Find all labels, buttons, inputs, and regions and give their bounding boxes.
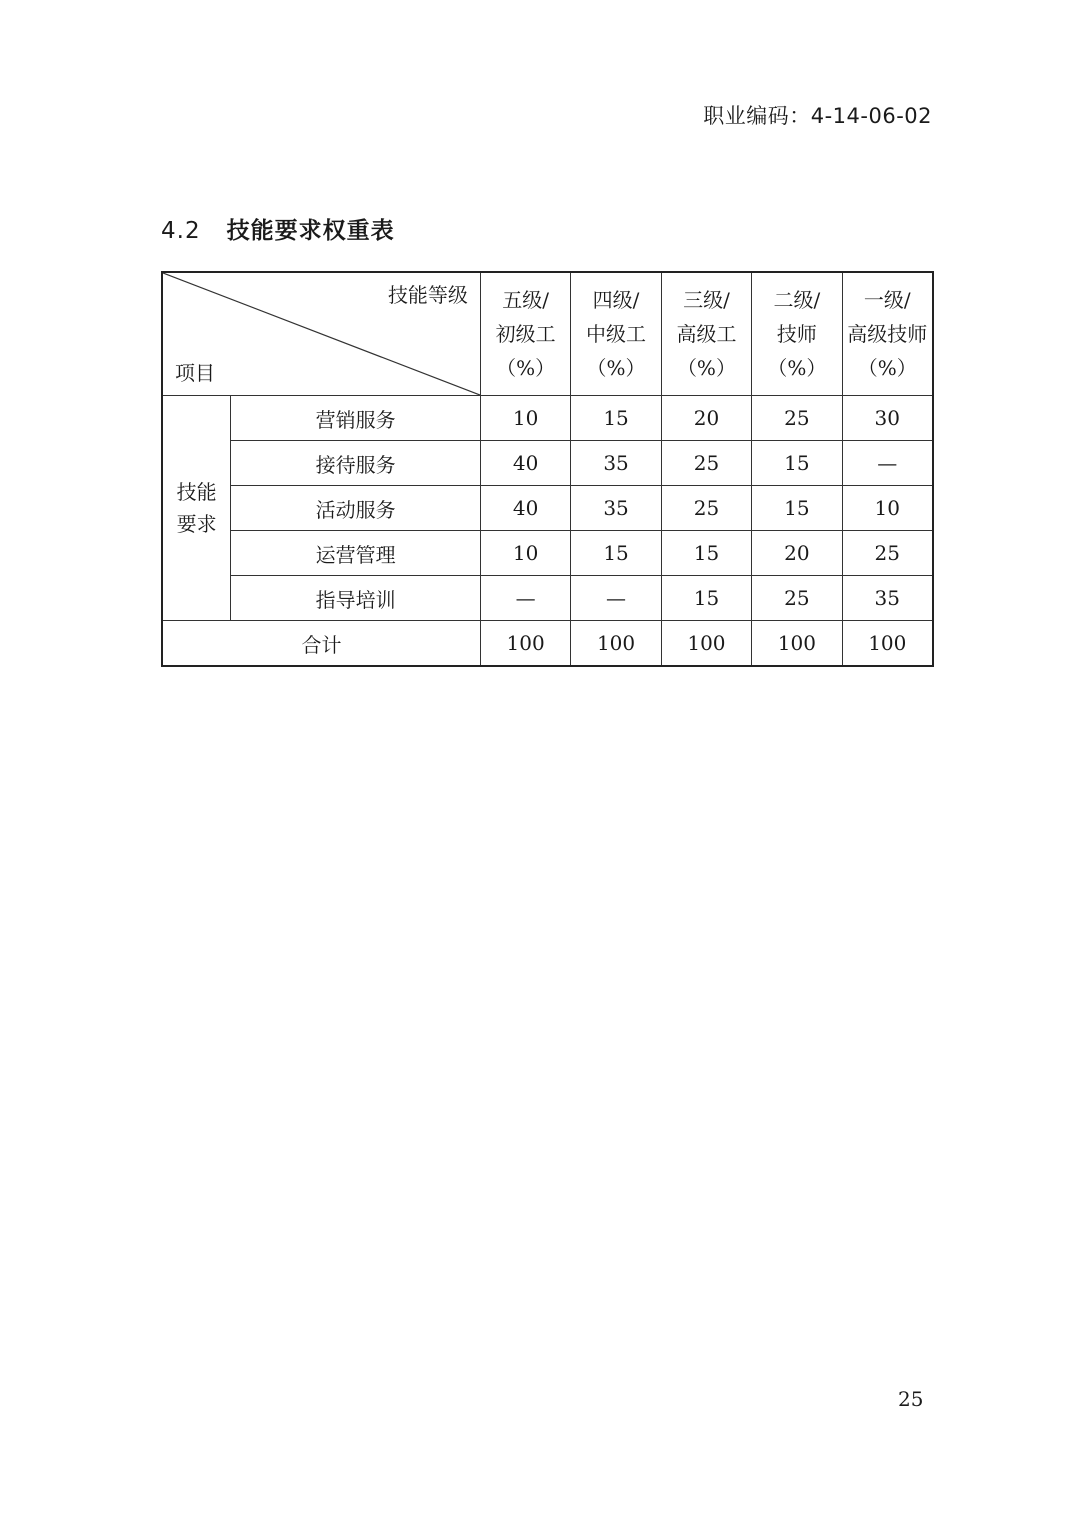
level-line: （%） [767,356,827,380]
value-cell: 15 [661,576,751,621]
value-cell: 15 [661,531,751,576]
value-cell: 10 [480,396,570,441]
total-row [162,621,933,667]
value-cell: 40 [480,441,570,486]
level-line: （%） [496,356,556,380]
level-header [661,272,751,396]
level-line: 三级/ [683,288,730,312]
level-line: 中级工 [586,322,647,346]
table-row [162,441,933,486]
value-cell: 10 [480,531,570,576]
group-label-line: 要求 [176,512,217,536]
level-line: 一级/ [863,288,911,312]
value-cell: 35 [571,486,661,531]
table-row [162,576,933,621]
value-cell: 15 [752,486,842,531]
total-label: 合计 [162,621,480,667]
level-line: 二级/ [773,288,821,312]
value-cell: 20 [752,531,842,576]
level-line: 高级技师 [847,322,928,346]
level-line: （%） [857,356,917,380]
value-cell: 25 [752,576,842,621]
skill-weight-table [161,271,934,667]
level-line: （%） [586,356,646,380]
table-row [162,486,933,531]
value-cell: — [480,576,570,621]
level-line: 四级/ [592,288,640,312]
level-line: （%） [676,356,736,380]
level-header [571,272,661,396]
section-heading [161,212,395,245]
corner-bottom-label: 项目 [175,361,215,385]
value-cell: 10 [842,486,933,531]
value-cell: — [571,576,661,621]
total-value: 100 [661,621,751,667]
item-name: 接待服务 [231,441,481,486]
level-line: 高级工 [676,322,737,346]
value-cell: 15 [752,441,842,486]
section-title: 技能要求权重表 [226,218,395,244]
value-cell: 25 [661,441,751,486]
value-cell: 25 [661,486,751,531]
table-row [162,396,933,441]
value-cell: 35 [842,576,933,621]
diagonal-header-cell [162,272,480,396]
group-cell-skill-requirements [162,396,231,621]
section-number: 4.2 [161,218,201,244]
occupation-code: 职业编码：4-14-06-02 [703,104,932,128]
value-cell: — [842,441,933,486]
item-name: 运营管理 [231,531,481,576]
table-row [162,531,933,576]
total-value: 100 [752,621,842,667]
level-line: 五级/ [502,288,550,312]
total-value: 100 [842,621,933,667]
level-header [752,272,842,396]
group-label-line: 技能 [176,480,217,504]
corner-top-label: 技能等级 [387,283,468,307]
value-cell: 40 [480,486,570,531]
value-cell: 25 [752,396,842,441]
total-value: 100 [571,621,661,667]
value-cell: 35 [571,441,661,486]
value-cell: 15 [571,531,661,576]
level-header [842,272,933,396]
item-name: 活动服务 [231,486,481,531]
table-header-row [162,272,933,396]
value-cell: 25 [842,531,933,576]
item-name: 指导培训 [231,576,481,621]
page-number: 25 [898,1387,924,1411]
level-line: 初级工 [495,322,556,346]
total-value: 100 [480,621,570,667]
value-cell: 15 [571,396,661,441]
item-name: 营销服务 [231,396,481,441]
level-header [480,272,570,396]
value-cell: 30 [842,396,933,441]
value-cell: 20 [661,396,751,441]
level-line: 技师 [776,322,817,346]
